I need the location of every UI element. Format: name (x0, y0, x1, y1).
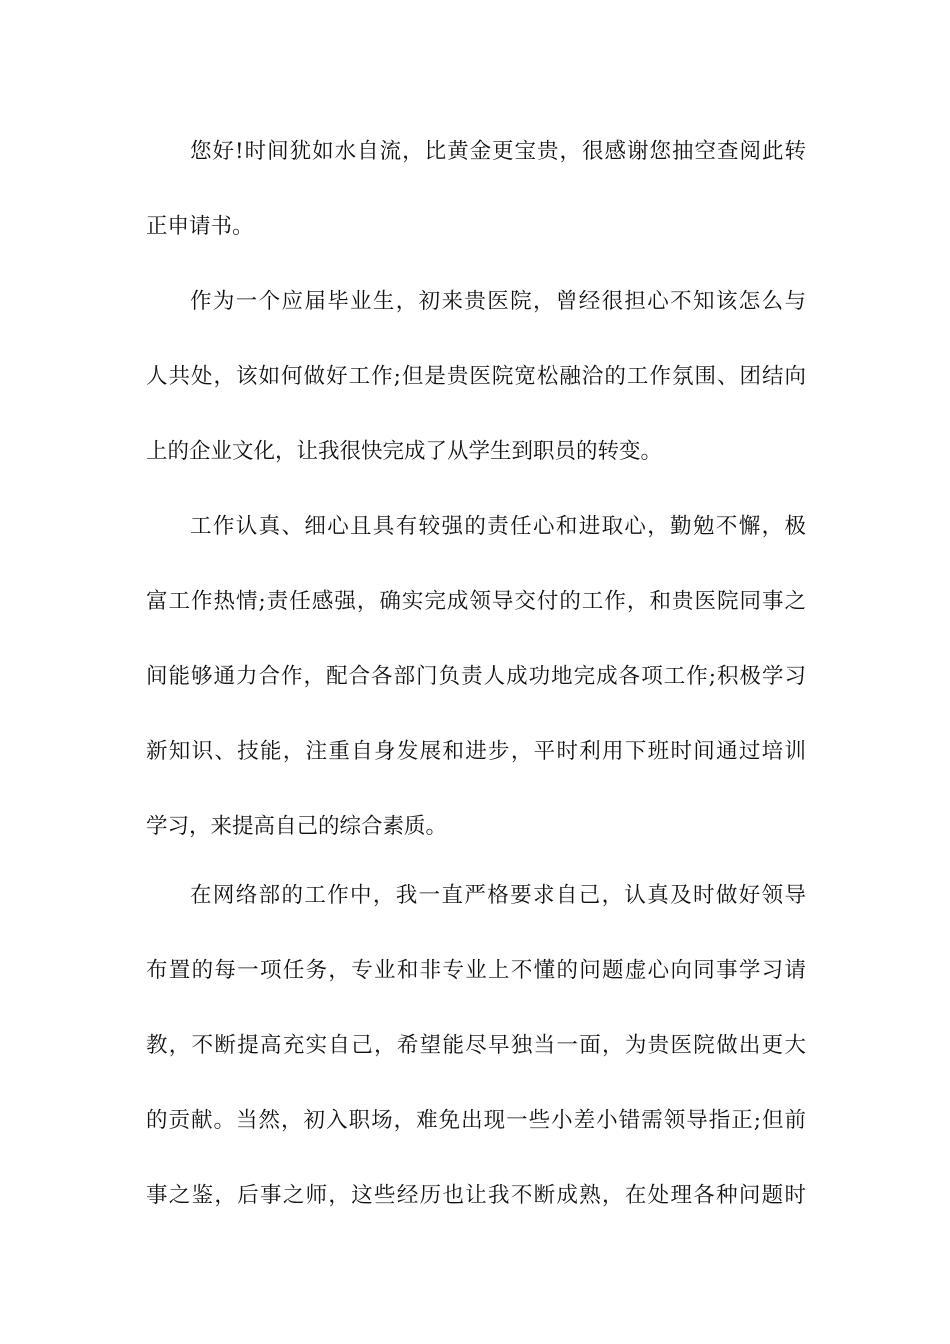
paragraph-4-line-4: 的贡献。当然，初入职场，难免出现一些小差小错需领导指正;但前 (146, 1108, 806, 1133)
paragraph-3-line-3: 间能够通力合作，配合各部门负责人成功地完成各项工作;积极学习 (146, 664, 806, 689)
paragraph-3-line-4: 新知识、技能，注重自身发展和进步，平时利用下班时间通过培训 (146, 739, 806, 764)
paragraph-4-line-1: 在网络部的工作中，我一直严格要求自己，认真及时做好领导 (190, 883, 806, 908)
paragraph-1-line-1: 您好!时间犹如水自流，比黄金更宝贵，很感谢您抽空查阅此转 (190, 139, 806, 164)
paragraph-2-line-2: 人共处，该如何做好工作;但是贵医院宽松融洽的工作氛围、团结向 (146, 364, 806, 389)
paragraph-3-line-1: 工作认真、细心且具有较强的责任心和进取心，勤勉不懈，极 (190, 514, 806, 539)
paragraph-4-line-3: 教，不断提高充实自己，希望能尽早独当一面，为贵医院做出更大 (146, 1033, 806, 1058)
paragraph-2-line-1: 作为一个应届毕业生，初来贵医院，曾经很担心不知该怎么与 (190, 289, 806, 314)
paragraph-2-line-3: 上的企业文化，让我很快完成了从学生到职员的转变。 (146, 439, 663, 464)
paragraph-3-line-2: 富工作热情;责任感强，确实完成领导交付的工作，和贵医院同事之 (146, 589, 806, 614)
paragraph-3-line-5: 学习，来提高自己的综合素质。 (146, 814, 448, 839)
paragraph-4-line-5: 事之鉴，后事之师，这些经历也让我不断成熟，在处理各种问题时 (146, 1183, 806, 1208)
paragraph-1-line-2: 正申请书。 (146, 214, 254, 239)
paragraph-4-line-2: 布置的每一项任务，专业和非专业上不懂的问题虚心向同事学习请 (146, 958, 806, 983)
